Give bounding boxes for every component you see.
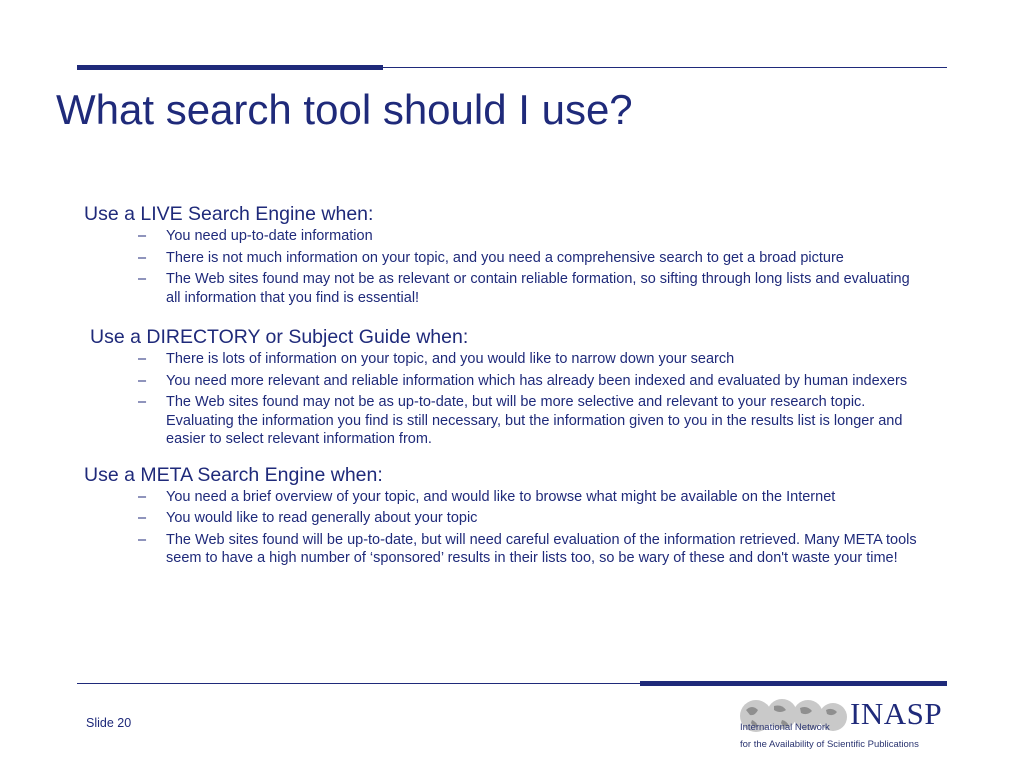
section-live-search (84, 202, 944, 307)
bullet-list (84, 488, 944, 568)
slide-number: Slide 20 (86, 716, 132, 730)
bullet-dash: – (138, 394, 147, 410)
bullet-dash: – (138, 531, 147, 548)
bullet-list (84, 350, 944, 449)
section-heading: Use a LIVE Search Engine when: (84, 203, 374, 225)
bullet-text: There is not much information on your topic, and you need a comprehensive search to get a broad picture (166, 249, 844, 266)
bullet-dash: – (138, 249, 147, 266)
bullet-text: There is lots of information on your topic, and you would like to narrow down your search (166, 351, 735, 367)
section-heading: Use a DIRECTORY or Subject Guide when: (90, 326, 469, 348)
slide-title: What search tool should I use? (56, 86, 633, 133)
bullet-text: You would like to read generally about your topic (166, 510, 478, 526)
bullet-dash: – (138, 351, 147, 367)
top-rule-thin (383, 67, 947, 68)
bullet-item (84, 488, 926, 507)
section-meta-search (84, 463, 944, 568)
bullet-item (84, 372, 926, 391)
bullet-text: The Web sites found may not be as up-to-date, but will be more selective and relevant to your research topic. Evaluating the information you find is still necessary, but the information given to you in the results list is longer and easier to select relevant information from. (166, 394, 903, 447)
bullet-dash: – (138, 271, 147, 287)
bullet-item (84, 531, 926, 568)
bottom-rule-thin (77, 683, 640, 684)
logo-wordmark: INASP (850, 696, 943, 731)
bullet-item (84, 509, 926, 528)
slide-body (84, 202, 944, 571)
bullet-text: The Web sites found will be up-to-date, but will need careful evaluation of the information retrieved. Many META tools seem to have a high number of ‘sponsored’ results in their lists too, so be wary of these and don't waste your time! (166, 531, 917, 566)
bullet-item (84, 227, 926, 246)
bullet-text: The Web sites found may not be as relevant or contain reliable formation, so sifting through long lists and evaluating all information that you find is essential! (166, 271, 910, 306)
section-directory (84, 325, 944, 449)
logo-tagline-2: for the Availability of Scientific Publications (740, 739, 919, 750)
bullet-list (84, 227, 944, 307)
bullet-text: You need up-to-date information (166, 228, 373, 244)
logo-tagline-1: International Network (740, 722, 830, 733)
bullet-item (84, 393, 926, 449)
bullet-dash: – (138, 488, 147, 505)
section-heading: Use a META Search Engine when: (84, 463, 383, 486)
bullet-item (84, 350, 926, 369)
bullet-item (84, 249, 926, 268)
top-rule-thick (77, 65, 383, 70)
bullet-dash: – (138, 372, 147, 389)
bottom-rule-thick (640, 681, 947, 686)
inasp-logo (738, 698, 944, 752)
bullet-text: You need a brief overview of your topic, and would like to browse what might be available on the Internet (166, 488, 836, 505)
globe-icon (738, 698, 850, 740)
bullet-text: You need more relevant and reliable information which has already been indexed and evaluated by human indexers (166, 372, 908, 389)
bullet-dash: – (138, 228, 147, 244)
bullet-item (84, 270, 926, 307)
bullet-dash: – (138, 510, 147, 526)
